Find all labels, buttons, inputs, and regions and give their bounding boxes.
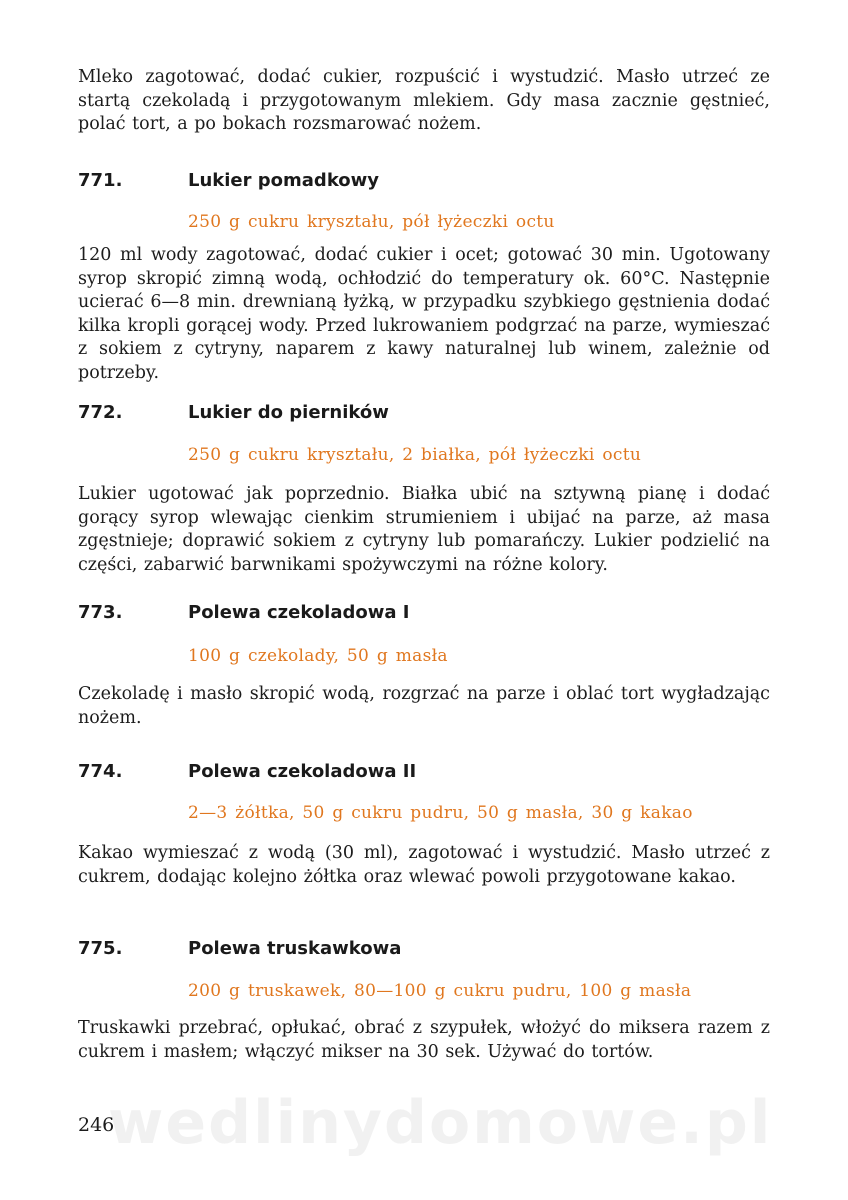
recipe-title: Polewa czekoladowa II: [188, 761, 417, 782]
recipe-number: 775.: [78, 938, 123, 959]
recipe-title: Lukier do pierników: [188, 402, 389, 423]
recipe-773-ingredients: 100 g czekolady, 50 g masła: [188, 646, 448, 666]
recipe-number: 774.: [78, 761, 123, 782]
intro-paragraph: Mleko zagotować, dodać cukier, rozpuścić i wystudzić. Masło utrzeć ze startą czekoladą i przygotowanym mlekiem. Gdy masa zacznie gęstnieć, polać tort, a po bokach rozsmarować nożem.: [78, 67, 770, 134]
recipe-title: Lukier pomadkowy: [188, 170, 380, 191]
recipe-774-heading: [78, 761, 770, 787]
recipe-774-instructions: Kakao wymieszać z wodą (30 ml), zagotować i wystudzić. Masło utrzeć z cukrem, dodając kolejno żółtka oraz wlewać powoli przygotowane kakao.: [78, 843, 770, 887]
recipe-771-ingredients: 250 g cukru kryształu, pół łyżeczki octu: [188, 212, 555, 232]
recipe-title: Polewa truskawkowa: [188, 938, 402, 959]
page-number: 246: [78, 1114, 115, 1136]
recipe-772-instructions: Lukier ugotować jak poprzednio. Białka ubić na sztywną pianę i dodać gorący syrop wlewając cienkim strumieniem i ubijać na parze, aż masa zgęstnieje; doprawić sokiem z cytryny lub pomarańczy. Lukier podzielić na części, zabarwić barwnikami spożywczymi na różne kolory.: [78, 484, 770, 575]
recipe-775-heading: [78, 938, 770, 964]
recipe-773-instructions: Czekoladę i masło skropić wodą, rozgrzać na parze i oblać tort wygładzając nożem.: [78, 684, 770, 728]
recipe-772-heading: [78, 402, 770, 428]
recipe-772-ingredients: 250 g cukru kryształu, 2 białka, pół łyżeczki octu: [188, 445, 642, 465]
recipe-771-heading: [78, 170, 770, 196]
recipe-number: 772.: [78, 402, 123, 423]
watermark: wedlinydomowe.pl: [108, 1088, 773, 1158]
recipe-774-ingredients: 2—3 żółtka, 50 g cukru pudru, 50 g masła, 30 g kakao: [188, 803, 693, 823]
recipe-773-heading: [78, 602, 770, 628]
recipe-771-instructions: 120 ml wody zagotować, dodać cukier i ocet; gotować 30 min. Ugotowany syrop skropić zimną wodą, ochłodzić do temperatury ok. 60°C. Następnie ucierać 6—8 min. drewnianą łyżką, w przypadku szybkiego gęstnienia dodać kilka kropli gorącej wody. Przed lukrowaniem podgrzać na parze, wymieszać z sokiem z cytryny, naparem z kawy naturalnej lub winem, zależnie od potrzeby.: [78, 245, 770, 383]
recipe-775-instructions: Truskawki przebrać, opłukać, obrać z szypułek, włożyć do miksera razem z cukrem i masłem; włączyć mikser na 30 sek. Używać do tortów.: [78, 1018, 770, 1062]
recipe-775-ingredients: 200 g truskawek, 80—100 g cukru pudru, 100 g masła: [188, 981, 692, 1001]
recipe-title: Polewa czekoladowa I: [188, 602, 410, 623]
recipe-number: 771.: [78, 170, 123, 191]
recipe-number: 773.: [78, 602, 123, 623]
